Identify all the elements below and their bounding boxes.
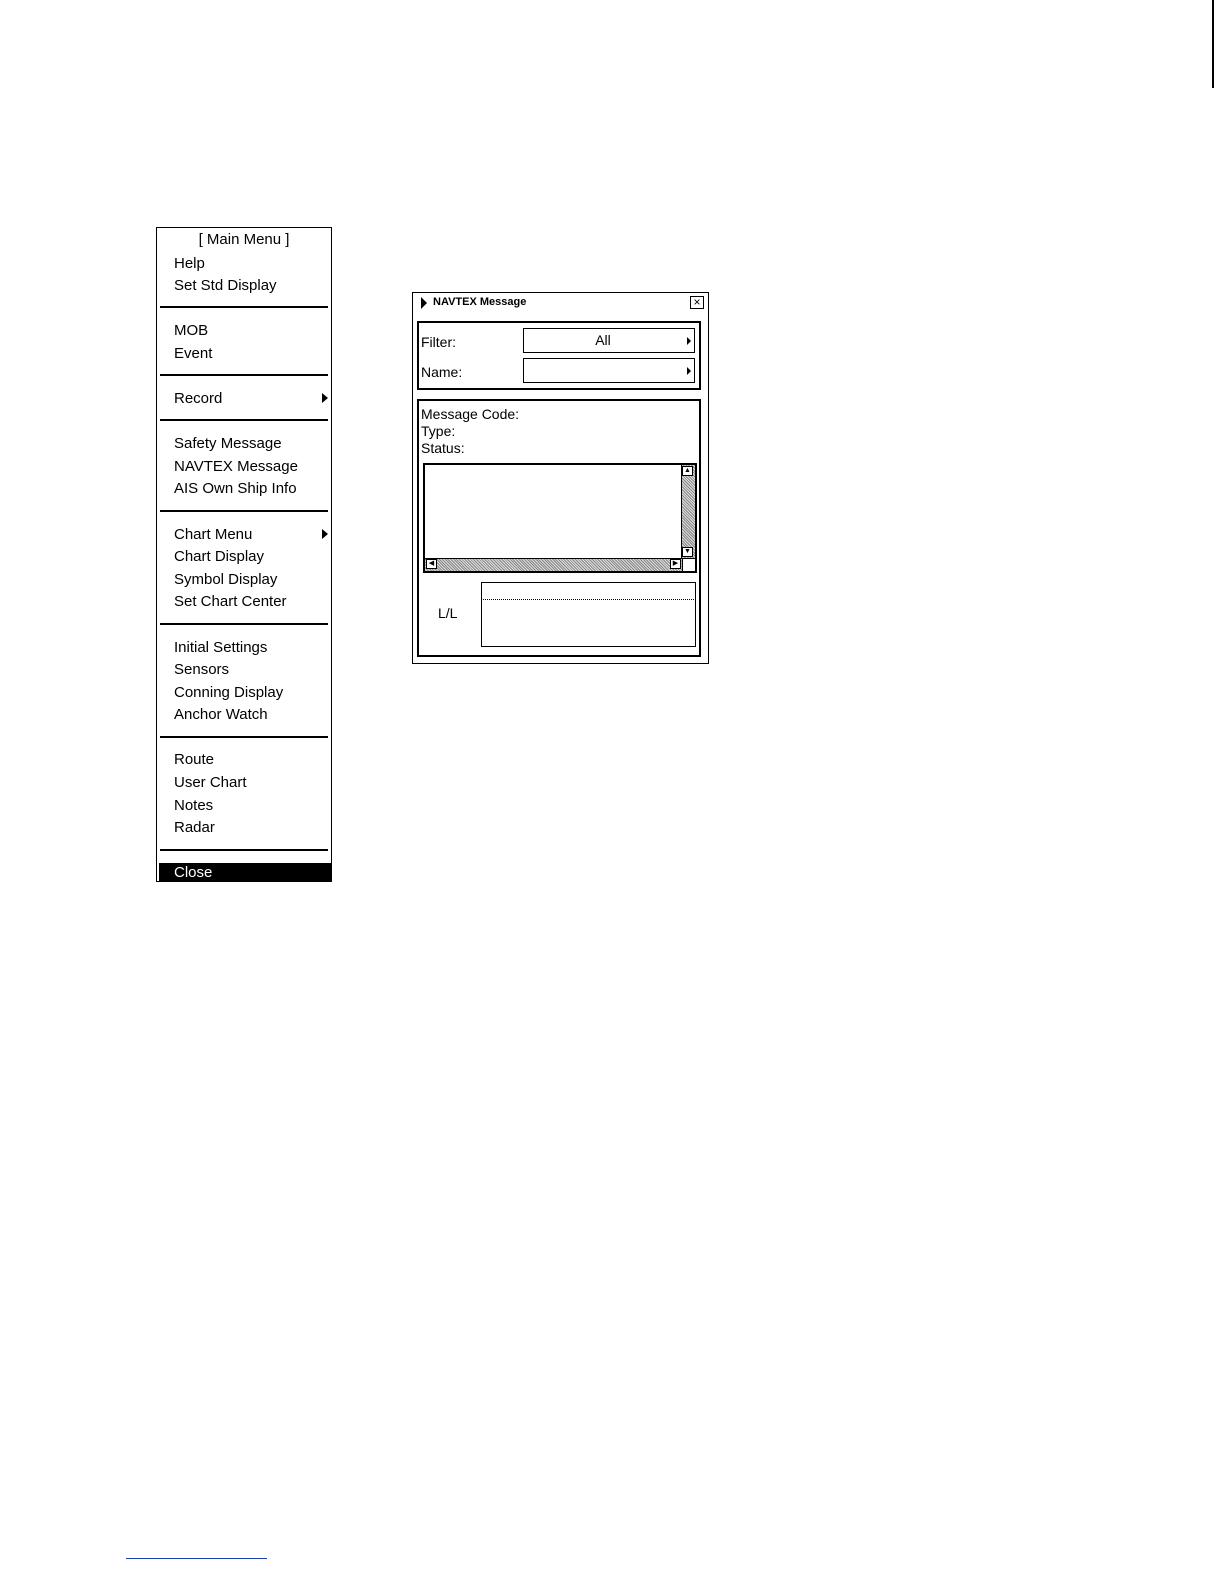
menu-item-set-chart-center[interactable]: Set Chart Center: [174, 593, 287, 610]
name-label: Name:: [421, 364, 463, 380]
scroll-up-icon[interactable]: ▲: [682, 466, 693, 476]
menu-item-conning-display[interactable]: Conning Display: [174, 684, 284, 701]
menu-item-help[interactable]: Help: [174, 255, 205, 272]
dialog-title: NAVTEX Message: [433, 296, 527, 308]
menu-item-close-label: Close: [174, 864, 213, 881]
menu-item-anchor-watch[interactable]: Anchor Watch: [174, 706, 268, 723]
filter-group: [417, 321, 701, 390]
menu-item-event[interactable]: Event: [174, 345, 213, 362]
filter-label: Filter:: [421, 334, 456, 350]
ll-list[interactable]: [481, 582, 696, 647]
menu-item-mob[interactable]: MOB: [174, 322, 209, 339]
dropdown-arrow-icon: [687, 337, 691, 345]
submenu-arrow-icon: [322, 529, 328, 539]
dropdown-arrow-icon: [687, 367, 691, 375]
name-dropdown[interactable]: [523, 358, 695, 383]
status-label: Status:: [421, 440, 465, 456]
menu-item-initial-settings[interactable]: Initial Settings: [174, 639, 268, 656]
menu-item-navtex-message[interactable]: NAVTEX Message: [174, 458, 298, 475]
message-code-label: Message Code:: [421, 406, 520, 422]
submenu-arrow-icon: [322, 393, 328, 403]
menu-item-symbol-display[interactable]: Symbol Display: [174, 571, 278, 588]
menu-divider: [160, 736, 328, 738]
menu-item-notes[interactable]: Notes: [174, 797, 214, 814]
menu-item-ais-own-ship-info[interactable]: AIS Own Ship Info: [174, 480, 297, 497]
menu-divider: [160, 374, 328, 376]
navtex-message-dialog: [412, 292, 709, 664]
page-edge-line: [1212, 0, 1214, 88]
horizontal-scrollbar[interactable]: [425, 558, 682, 571]
menu-divider: [160, 623, 328, 625]
message-text-area[interactable]: [423, 463, 697, 573]
close-icon[interactable]: ×: [690, 296, 704, 309]
type-label: Type:: [421, 423, 456, 439]
ll-label: L/L: [438, 605, 458, 621]
message-group: [417, 399, 701, 657]
menu-item-close[interactable]: [159, 863, 331, 882]
scroll-down-icon[interactable]: ▼: [682, 547, 693, 557]
filter-dropdown[interactable]: [523, 328, 695, 353]
menu-divider: [160, 419, 328, 421]
scrollbar-corner: [682, 558, 695, 571]
menu-item-sensors[interactable]: Sensors: [174, 661, 230, 678]
scroll-left-icon[interactable]: ◀: [426, 559, 437, 569]
menu-item-safety-message[interactable]: Safety Message: [174, 435, 282, 452]
menu-item-route[interactable]: Route: [174, 751, 215, 768]
menu-item-chart-menu[interactable]: Chart Menu: [174, 526, 253, 543]
footnote-rule: [126, 1558, 267, 1559]
menu-divider: [160, 306, 328, 308]
vertical-scrollbar[interactable]: [681, 465, 695, 558]
menu-item-chart-display[interactable]: Chart Display: [174, 548, 265, 565]
menu-divider: [160, 510, 328, 512]
menu-item-set-std-display[interactable]: Set Std Display: [174, 277, 277, 294]
main-menu: [156, 227, 332, 882]
menu-item-record[interactable]: Record: [174, 390, 223, 407]
title-arrow-icon: [421, 297, 427, 309]
menu-item-radar[interactable]: Radar: [174, 819, 215, 836]
main-menu-title: [ Main Menu ]: [198, 231, 290, 248]
scroll-right-icon[interactable]: ▶: [670, 559, 681, 569]
filter-value: All: [595, 332, 611, 348]
menu-item-user-chart[interactable]: User Chart: [174, 774, 247, 791]
ll-list-row[interactable]: [483, 584, 694, 600]
menu-divider: [160, 849, 328, 851]
